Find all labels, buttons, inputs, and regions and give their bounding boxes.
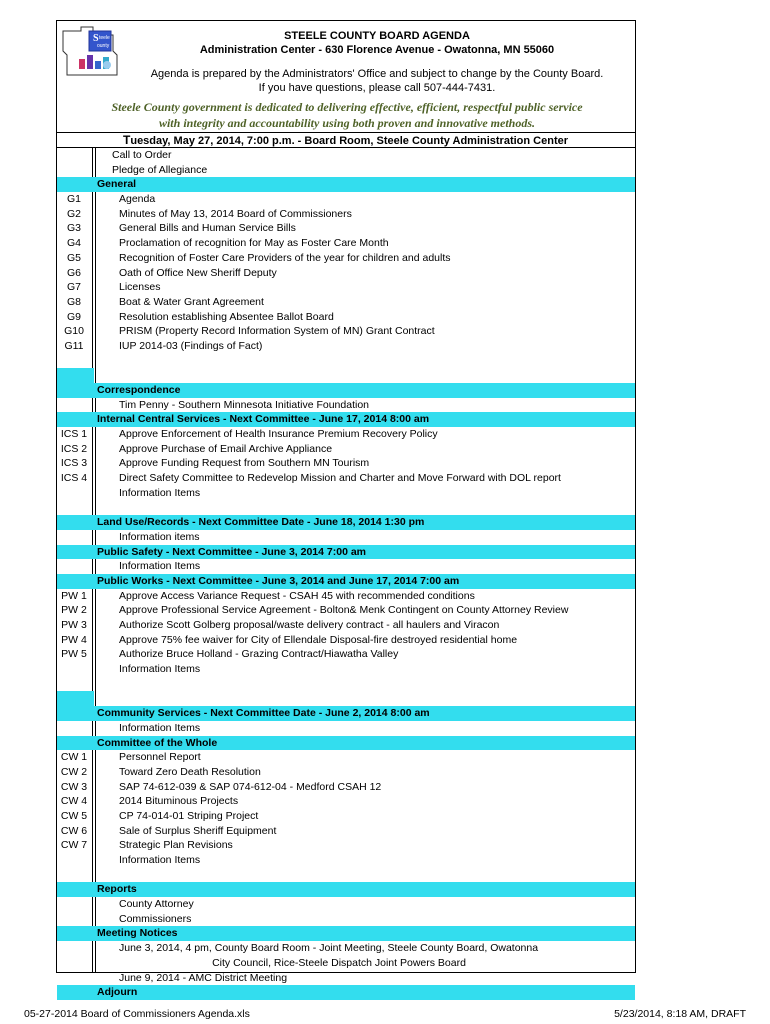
section-header-label: Committee of the Whole — [97, 736, 218, 749]
item-text: Approve Funding Request from Southern MN Tourism — [119, 457, 370, 470]
item-code: CW 7 — [60, 839, 88, 852]
item-text: Licenses — [119, 281, 161, 294]
item-code: G1 — [66, 193, 81, 206]
item-text: City Council, Rice-Steele Dispatch Joint Powers Board — [212, 956, 466, 969]
item-text: Approve Purchase of Email Archive Appliance — [119, 442, 333, 455]
section-header-label: Correspondence — [97, 384, 181, 396]
item-code: G3 — [66, 222, 81, 235]
section-header-label: General — [97, 178, 137, 191]
blank-row — [57, 354, 635, 369]
item-text: Minutes of May 13, 2014 Board of Commissioners — [119, 207, 352, 220]
section-header — [57, 985, 635, 1000]
item-code: CW 3 — [60, 780, 88, 793]
item-text: June 3, 2014, 4 pm, County Board Room - Joint Meeting, Steele County Board, Owatonna — [119, 942, 539, 955]
item-text: Information Items — [119, 663, 201, 676]
agenda-item — [57, 824, 635, 839]
agenda-sheet — [56, 20, 636, 999]
agenda-item — [57, 647, 635, 662]
item-text: Call to Order — [112, 149, 172, 161]
item-text: Approve Professional Service Agreement - Bolton& Menk Contingent on County Attorney Review — [119, 604, 569, 617]
agenda-item — [57, 838, 635, 853]
svg-text:teele: teele — [99, 35, 110, 41]
agenda-item — [57, 589, 635, 604]
agenda-item — [57, 780, 635, 795]
item-code: PW 5 — [61, 648, 87, 661]
agenda-item — [57, 148, 635, 163]
agenda-item — [57, 750, 635, 765]
item-text: IUP 2014-03 (Findings of Fact) — [119, 339, 263, 352]
item-text: Information Items — [119, 486, 201, 499]
spacer-fill — [57, 368, 94, 383]
agenda-item — [57, 912, 635, 927]
agenda-contact: If you have questions, please call 507-444-7431. — [258, 82, 496, 94]
agenda-item — [57, 427, 635, 442]
item-text: Recognition of Foster Care Providers of the year for children and adults — [119, 251, 451, 264]
footer-filename: 05-27-2014 Board of Commissioners Agenda.xls — [24, 1008, 250, 1020]
svg-text:ounty: ounty — [97, 43, 110, 49]
section-header — [57, 926, 635, 941]
section-header-label: Public Safety - Next Committee - June 3, 2014 7:00 am — [97, 545, 367, 558]
blank-row — [57, 501, 635, 516]
item-code: PW 3 — [61, 619, 87, 631]
item-text: 2014 Bituminous Projects — [119, 795, 239, 808]
blank-row — [57, 868, 635, 883]
item-text: Sale of Surplus Sheriff Equipment — [119, 824, 277, 837]
meeting-date-text: uesday, May 27, 2014, 7:00 p.m. - Board Room, Steele County Administration Center — [130, 135, 569, 147]
agenda-item — [57, 765, 635, 780]
item-text: Boat & Water Grant Agreement — [119, 295, 264, 308]
agenda-item — [57, 163, 635, 178]
item-code: ICS 2 — [60, 442, 88, 455]
section-header-fill — [57, 985, 635, 1000]
item-text: Approve Enforcement of Health Insurance Premium Recovery Policy — [119, 428, 438, 441]
mission-statement-line-2: with integrity and accountability using both proven and innovative methods. — [158, 116, 536, 130]
item-code: ICS 3 — [60, 457, 88, 470]
agenda-item — [57, 310, 635, 325]
item-code: CW 1 — [60, 751, 88, 764]
item-code: CW 6 — [60, 824, 88, 837]
item-text: Direct Safety Committee to Redevelop Mission and Charter and Move Forward with DOL report — [119, 472, 561, 485]
item-text: Authorize Bruce Holland - Grazing Contract/Hiawatha Valley — [119, 648, 399, 661]
section-header-label: Community Services - Next Committee Date - June 2, 2014 8:00 am — [97, 707, 430, 720]
agenda-item — [57, 295, 635, 310]
agenda-item — [57, 192, 635, 207]
item-code: G7 — [66, 281, 81, 294]
item-text: Information Items — [119, 854, 201, 866]
svg-text:S: S — [93, 33, 99, 44]
section-header — [57, 515, 635, 530]
item-text: General Bills and Human Service Bills — [119, 222, 296, 235]
item-text: Approve Access Variance Request - CSAH 45 with recommended conditions — [119, 589, 475, 602]
item-code: ICS 4 — [60, 472, 88, 485]
agenda-item — [57, 559, 635, 574]
agenda-note: Agenda is prepared by the Administrators' Office and subject to change by the County Board. — [150, 68, 604, 80]
section-header — [57, 706, 635, 721]
section-header — [57, 383, 635, 398]
spacer-row — [57, 691, 635, 706]
item-text: Information Items — [119, 560, 201, 573]
item-text: Tim Penny - Southern Minnesota Initiative Foundation — [119, 398, 369, 411]
agenda-address: Administration Center - 630 Florence Avenue - Owatonna, MN 55060 — [199, 44, 555, 56]
section-header — [57, 736, 635, 751]
item-text: CP 74-014-01 Striping Project — [119, 809, 259, 822]
agenda-item — [57, 236, 635, 251]
item-code: CW 4 — [60, 795, 88, 808]
steele-county-logo — [59, 25, 121, 81]
item-text: Pledge of Allegiance — [112, 163, 208, 176]
section-header-label: Land Use/Records - Next Committee Date - June 18, 2014 1:30 pm — [97, 516, 425, 529]
agenda-item — [57, 456, 635, 471]
blank-row — [57, 677, 635, 692]
section-header-label: Internal Central Services - Next Committee - June 17, 2014 8:00 am — [97, 413, 430, 426]
item-text: County Attorney — [119, 898, 194, 911]
item-text: Information Items — [119, 721, 201, 734]
item-text: Agenda — [119, 193, 156, 206]
agenda-rows — [57, 148, 635, 1000]
agenda-item — [57, 853, 635, 868]
section-header-fill — [57, 882, 635, 897]
item-text: Strategic Plan Revisions — [119, 839, 233, 852]
agenda-item — [57, 633, 635, 648]
agenda-item — [57, 618, 635, 633]
footer-timestamp: 5/23/2014, 8:18 AM, DRAFT — [614, 1008, 746, 1020]
spacer-row — [57, 368, 635, 383]
agenda-item — [57, 221, 635, 236]
agenda-item — [57, 941, 635, 956]
item-code: G6 — [66, 266, 81, 279]
section-header — [57, 882, 635, 897]
item-text: Resolution establishing Absentee Ballot Board — [119, 310, 334, 323]
agenda-item — [57, 207, 635, 222]
agenda-item — [57, 603, 635, 618]
meeting-date-first-letter: T — [123, 133, 131, 147]
section-header-label: Public Works - Next Committee - June 3, 2014 and June 17, 2014 7:00 am — [97, 574, 460, 587]
item-code: G4 — [66, 237, 81, 250]
spacer-fill — [57, 691, 94, 706]
item-text: Proclamation of recognition for May as Foster Care Month — [119, 237, 389, 250]
agenda-item — [57, 530, 635, 545]
agenda-item — [57, 721, 635, 736]
item-code: G11 — [64, 339, 84, 352]
agenda-item — [57, 251, 635, 266]
item-text: June 9, 2014 - AMC District Meeting — [119, 971, 288, 984]
section-header — [57, 574, 635, 589]
item-text: Commissioners — [119, 912, 192, 925]
section-header-label: Meeting Notices — [97, 927, 178, 940]
mission-statement-line-1: Steele County government is dedicated to delivering effective, efficient, respectful public service — [111, 100, 583, 114]
item-text: Oath of Office New Sheriff Deputy — [119, 266, 277, 279]
section-header — [57, 545, 635, 560]
agenda-header — [57, 21, 635, 132]
agenda-item — [57, 266, 635, 281]
agenda-item — [57, 324, 635, 339]
item-code: G2 — [66, 207, 81, 220]
item-code: CW 2 — [60, 765, 88, 778]
item-code: G8 — [66, 295, 81, 308]
item-code: G10 — [64, 325, 84, 338]
item-text: Approve 75% fee waiver for City of Ellendale Disposal-fire destroyed residential home — [119, 633, 518, 646]
agenda-title: STEELE COUNTY BOARD AGENDA — [284, 30, 470, 42]
item-code: G5 — [66, 251, 81, 264]
agenda-item — [57, 339, 635, 354]
agenda-item — [57, 398, 635, 413]
agenda-item — [57, 956, 635, 971]
section-header-fill — [57, 177, 635, 192]
item-code: ICS 1 — [60, 428, 88, 441]
item-code: PW 1 — [61, 589, 87, 602]
agenda-item — [57, 809, 635, 824]
section-header — [57, 177, 635, 192]
section-header-label: Adjourn — [97, 986, 138, 999]
agenda-item — [57, 794, 635, 809]
agenda-item — [57, 897, 635, 912]
agenda-item — [57, 280, 635, 295]
item-code: CW 5 — [60, 809, 88, 822]
agenda-item — [57, 486, 635, 501]
item-text: PRISM (Property Record Information System of MN) Grant Contract — [119, 325, 435, 338]
item-text: Personnel Report — [119, 751, 201, 764]
agenda-item — [57, 442, 635, 457]
agenda-item — [57, 971, 635, 986]
item-text: Authorize Scott Golberg proposal/waste delivery contract - all haulers and Viracon — [119, 619, 500, 631]
section-header-label: Reports — [97, 883, 137, 896]
item-text: Information items — [119, 530, 200, 543]
item-text: SAP 74-612-039 & SAP 074-612-04 - Medford CSAH 12 — [119, 780, 382, 793]
agenda-item — [57, 471, 635, 486]
meeting-date-line — [57, 132, 635, 148]
item-code: PW 2 — [61, 604, 87, 617]
item-code: PW 4 — [61, 633, 87, 646]
section-header — [57, 412, 635, 427]
item-text: Toward Zero Death Resolution — [119, 765, 261, 778]
agenda-item — [57, 662, 635, 677]
item-code: G9 — [66, 310, 81, 323]
